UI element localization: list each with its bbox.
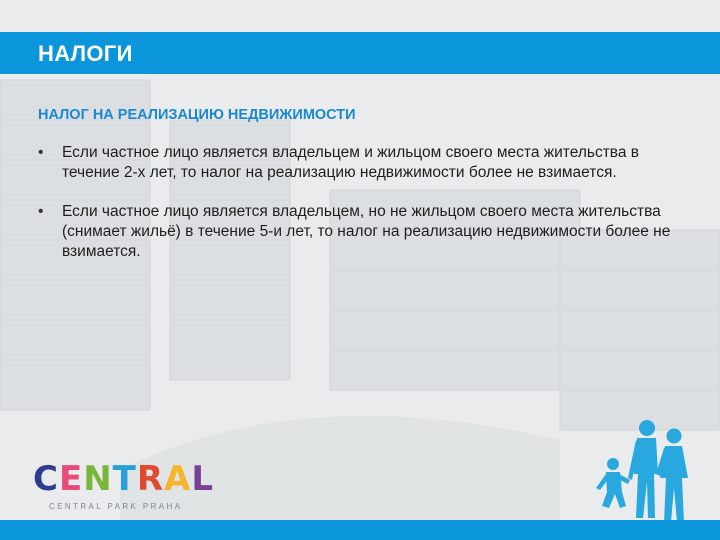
logo-letter: E	[58, 459, 84, 499]
bullet-list	[38, 143, 688, 281]
logo-letter: A	[164, 459, 192, 499]
family-silhouette-icon	[592, 418, 702, 526]
logo-letter: T	[112, 459, 137, 499]
page-title: НАЛОГИ	[38, 41, 133, 66]
logo-letter: C	[33, 459, 59, 499]
section-subtitle: НАЛОГ НА РЕАЛИЗАЦИЮ НЕДВИЖИМОСТИ	[38, 107, 356, 123]
footer-bar	[0, 520, 720, 540]
central-park-logo	[33, 460, 213, 520]
logo-letter: L	[191, 459, 215, 499]
logo-letter: R	[136, 459, 165, 499]
bullet-text: Если частное лицо является владельцем и жильцом своего места жительства в течение 2-х лет, то налог на реализацию недвижимости более не взимается.	[62, 144, 640, 181]
list-item	[38, 143, 688, 183]
header-bar	[0, 32, 720, 74]
logo-tagline: CENTRAL PARK PRAHA	[49, 502, 183, 511]
bullet-text: Если частное лицо является владельцем, но не жильцом своего места жительства (снимает жильё) в течение 5-и лет, то налог на реализацию недвижимости более не взимается.	[62, 203, 671, 260]
logo-letter: N	[83, 459, 113, 499]
list-item	[38, 202, 688, 262]
logo-wordmark	[33, 460, 214, 498]
bullet-icon: •	[38, 203, 44, 220]
bullet-icon: •	[38, 144, 44, 161]
